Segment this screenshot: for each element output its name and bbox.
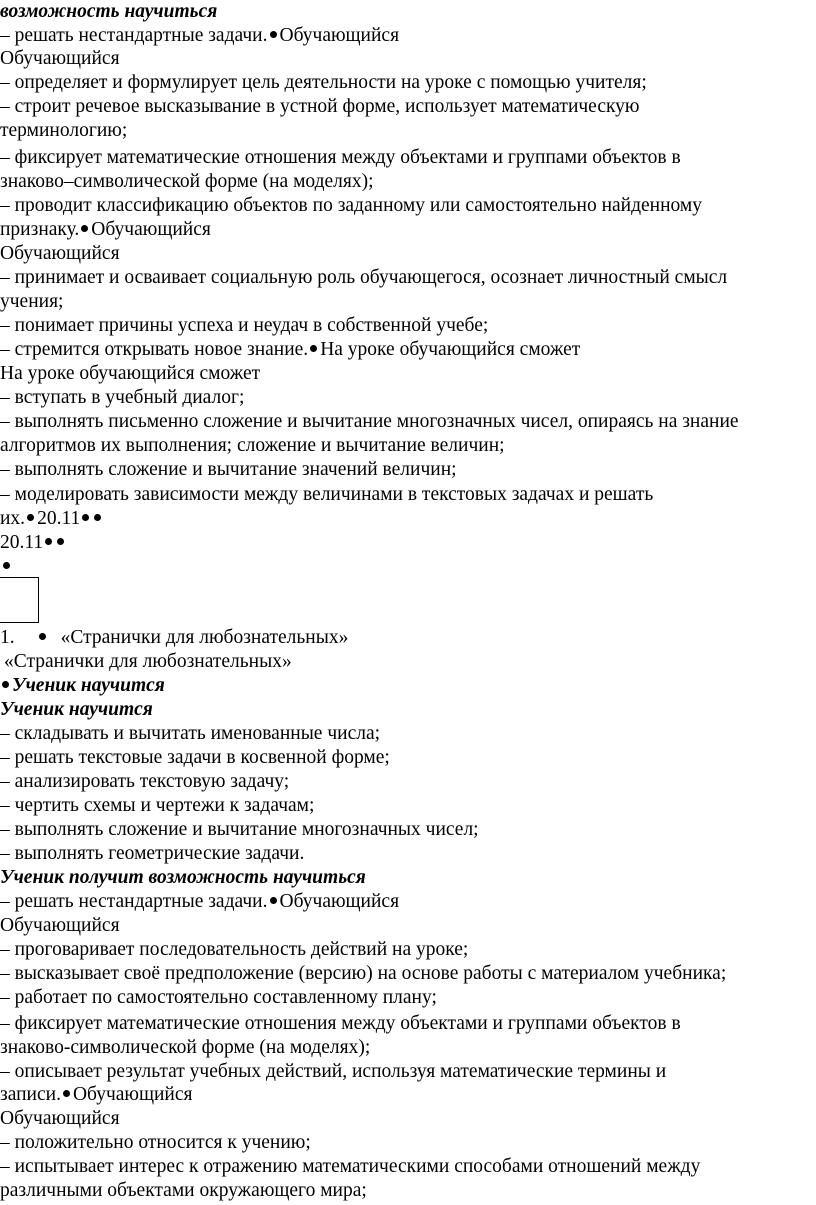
text-line: – фиксирует математические отношения между объектами и группами объектов в [0, 147, 681, 168]
text-line: – испытывает интерес к отражению математическими способами отношений между [0, 1156, 701, 1177]
text-line: учения; [0, 291, 64, 312]
text-line: их. 20.11 [0, 507, 104, 530]
text-line: – определяет и формулирует цель деятельности на уроке с помощью учителя; [0, 72, 647, 93]
subheading: Ученик научится [0, 674, 165, 697]
text-line: – чертить схемы и чертежи к задачам; [0, 795, 315, 816]
text-line: записи. Обучающийся [0, 1084, 193, 1105]
text-line: – выполнять сложение и вычитание многозначных чисел; [0, 819, 479, 840]
text-line: Обучающийся [0, 915, 120, 936]
text-line: терминологию; [0, 120, 128, 141]
empty-table-cell [0, 577, 39, 623]
text-line: На уроке обучающийся сможет [0, 363, 261, 384]
bullet-icon [39, 633, 46, 640]
text-line: – моделировать зависимости между величинами в текстовых задачах и решать [0, 484, 654, 505]
bullet-icon [310, 345, 317, 352]
subheading: Ученик научится [0, 699, 153, 720]
text-line: знаково-символической форме (на моделях); [0, 1037, 371, 1058]
bullet-icon [45, 538, 52, 545]
text-line: 20.11 [0, 531, 67, 554]
text-line: – выполнять письменно сложение и вычитание многозначных чисел, опираясь на знание [0, 411, 739, 432]
text-line: 1. «Странички для любознательных» [0, 627, 349, 648]
bullet-icon [82, 514, 89, 521]
text-line: – складывать и вычитать именованные числа; [0, 723, 381, 744]
text-line: Обучающийся [0, 48, 120, 69]
bullet-icon [3, 562, 10, 569]
text-line: Обучающийся [0, 243, 120, 264]
text-line: различными объектами окружающего мира; [0, 1180, 367, 1201]
text-line: – высказывает своё предположение (версию) на основе работы с материалом учебника; [0, 963, 727, 984]
text-line: – решать нестандартные задачи. Обучающийся [0, 891, 400, 912]
text-line: – решать текстовые задачи в косвенной форме; [0, 747, 390, 768]
text-line: знаково–символической форме (на моделях); [0, 171, 374, 192]
text-line: – фиксирует математические отношения между объектами и группами объектов в [0, 1013, 681, 1034]
text-line [0, 555, 13, 578]
text-line: – выполнять геометрические задачи. [0, 843, 305, 864]
text-line: Обучающийся [0, 1108, 120, 1129]
text-line: – принимает и осваивает социальную роль обучающегося, осознает личностный смысл [0, 267, 728, 288]
text-line: – анализировать текстовую задачу; [0, 771, 290, 792]
bullet-icon [63, 1090, 70, 1097]
bullet-icon [57, 538, 64, 545]
text-line: – положительно относится к учению; [0, 1132, 311, 1153]
text-line: – понимает причины успеха и неудач в собственной учебе; [0, 315, 489, 336]
text-line: – строит речевое высказывание в устной форме, использует математическую [0, 96, 640, 117]
text-line: признаку. Обучающийся [0, 219, 211, 240]
bullet-icon [270, 31, 277, 38]
bullet-icon [2, 681, 9, 688]
subheading: Ученик получит возможность научиться [0, 867, 366, 888]
text-line: «Странички для любознательных» [4, 651, 292, 672]
text-line: – стремится открывать новое знание. На уроке обучающийся сможет [0, 339, 581, 360]
text-line: – проговаривает последовательность действий на уроке; [0, 939, 469, 960]
bullet-icon [270, 897, 277, 904]
subheading: возможность научиться [0, 1, 218, 22]
bullet-icon [27, 514, 34, 521]
text-line: – описывает результат учебных действий, используя математические термины и [0, 1061, 667, 1082]
bullet-icon [94, 514, 101, 521]
text-line: – проводит классификацию объектов по заданному или самостоятельно найденному [0, 195, 703, 216]
text-line: – решать нестандартные задачи. Обучающийся [0, 25, 400, 46]
text-line: – вступать в учебный диалог; [0, 387, 245, 408]
bullet-icon [81, 225, 88, 232]
text-line: алгоритмов их выполнения; сложение и вычитание величин; [0, 435, 505, 456]
text-line: – работает по самостоятельно составленному плану; [0, 987, 437, 1008]
text-line: – выполнять сложение и вычитание значений величин; [0, 459, 457, 480]
